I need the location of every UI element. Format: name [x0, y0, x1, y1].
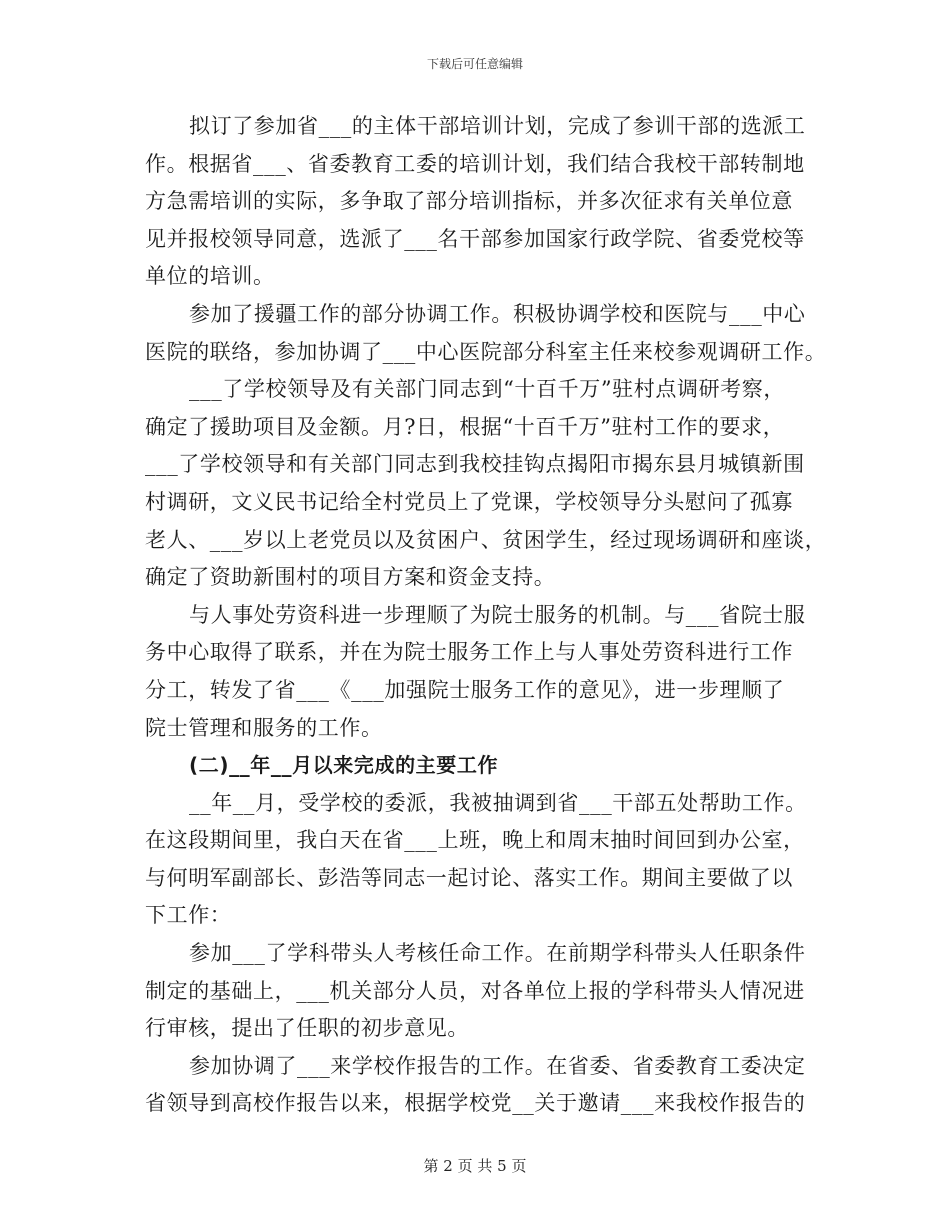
- page-header: 下载后可任意编辑: [426, 57, 523, 71]
- text-line: 确定了资助新围村的项目方案和资金支持。: [145, 565, 556, 590]
- text-line: 单位的培训。: [145, 264, 275, 289]
- text-line: 参加协调了___来学校作报告的工作。在省委、省委教育工委决定: [189, 1053, 806, 1078]
- text-line: 方急需培训的实际，多争取了部分培训指标，并多次征求有关单位意: [145, 189, 793, 214]
- text-line: 医院的联络，参加协调了___中心医院部分科室主任来校参观调研工作。: [145, 339, 827, 364]
- text-line: 院士管理和服务的工作。: [145, 715, 383, 740]
- text-line: __年__月，受学校的委派，我被抽调到省___干部五处帮助工作。: [189, 790, 807, 815]
- paragraph-academician-service: [145, 597, 815, 747]
- paragraph-village-visit: [145, 371, 827, 597]
- text-line: 下工作：: [145, 903, 232, 928]
- text-line: 分工，转发了省___《___加强院士服务工作的意见》，进一步理顺了: [145, 677, 785, 702]
- document-body: [145, 108, 827, 1123]
- text-line: 制定的基础上，___机关部分人员，对各单位上报的学科带头人情况进: [145, 978, 805, 1003]
- text-line: 作。根据省___、省委教育工委的培训计划，我们结合我校干部转制地: [145, 151, 805, 176]
- text-line: 与人事处劳资科进一步理顺了为院士服务的机制。与___省院士服: [189, 602, 806, 627]
- text-line: 与何明军副部长、彭浩等同志一起讨论、落实工作。期间主要做了以: [145, 865, 793, 890]
- text-line: 村调研，文义民书记给全村党员上了党课，学校领导分头慰问了孤寡: [145, 489, 793, 514]
- text-line: 见并报校领导同意，选派了___名干部参加国家行政学院、省委党校等: [145, 226, 805, 251]
- paragraph-training: [145, 108, 815, 296]
- text-line: 参加___了学科带头人考核任命工作。在前期学科带头人任职条件: [189, 941, 806, 966]
- page-number: 第 2 页 共 5 页: [423, 1157, 527, 1175]
- text-line: ___了学校领导及有关部门同志到“十百千万”驻村点调研考察，: [189, 377, 785, 402]
- text-line: 确定了援助项目及金额。月?日，根据“十百千万”驻村工作的要求，: [145, 414, 785, 439]
- text-line: 参加了援疆工作的部分协调工作。积极协调学校和医院与___中心: [189, 301, 806, 326]
- paragraph-xinjiang-aid: [145, 296, 827, 371]
- paragraph-reports: [145, 1048, 815, 1123]
- text-line: 行审核，提出了任职的初步意见。: [145, 1016, 469, 1041]
- text-line: 老人、___岁以上老党员以及贫困户、贫困学生，经过现场调研和座谈，: [145, 527, 827, 552]
- paragraph-discipline-leaders: [145, 935, 815, 1048]
- text-line: 在这段期间里，我白天在省___上班，晚上和周末抽时间回到办公室，: [145, 828, 805, 853]
- text-line: ___了学校领导和有关部门同志到我校挂钩点揭阳市揭东县月城镇新围: [145, 452, 805, 477]
- text-line: 务中心取得了联系，并在为院士服务工作上与人事处劳资科进行工作: [145, 640, 793, 665]
- paragraph-secondment: [145, 785, 815, 935]
- text-line: 省领导到高校作报告以来，根据学校党__关于邀请___来我校作报告的: [145, 1091, 806, 1116]
- section-heading: (二)__年__月以来完成的主要工作: [189, 753, 499, 778]
- text-line: 拟订了参加省___的主体干部培训计划，完成了参训干部的选派工: [189, 114, 806, 138]
